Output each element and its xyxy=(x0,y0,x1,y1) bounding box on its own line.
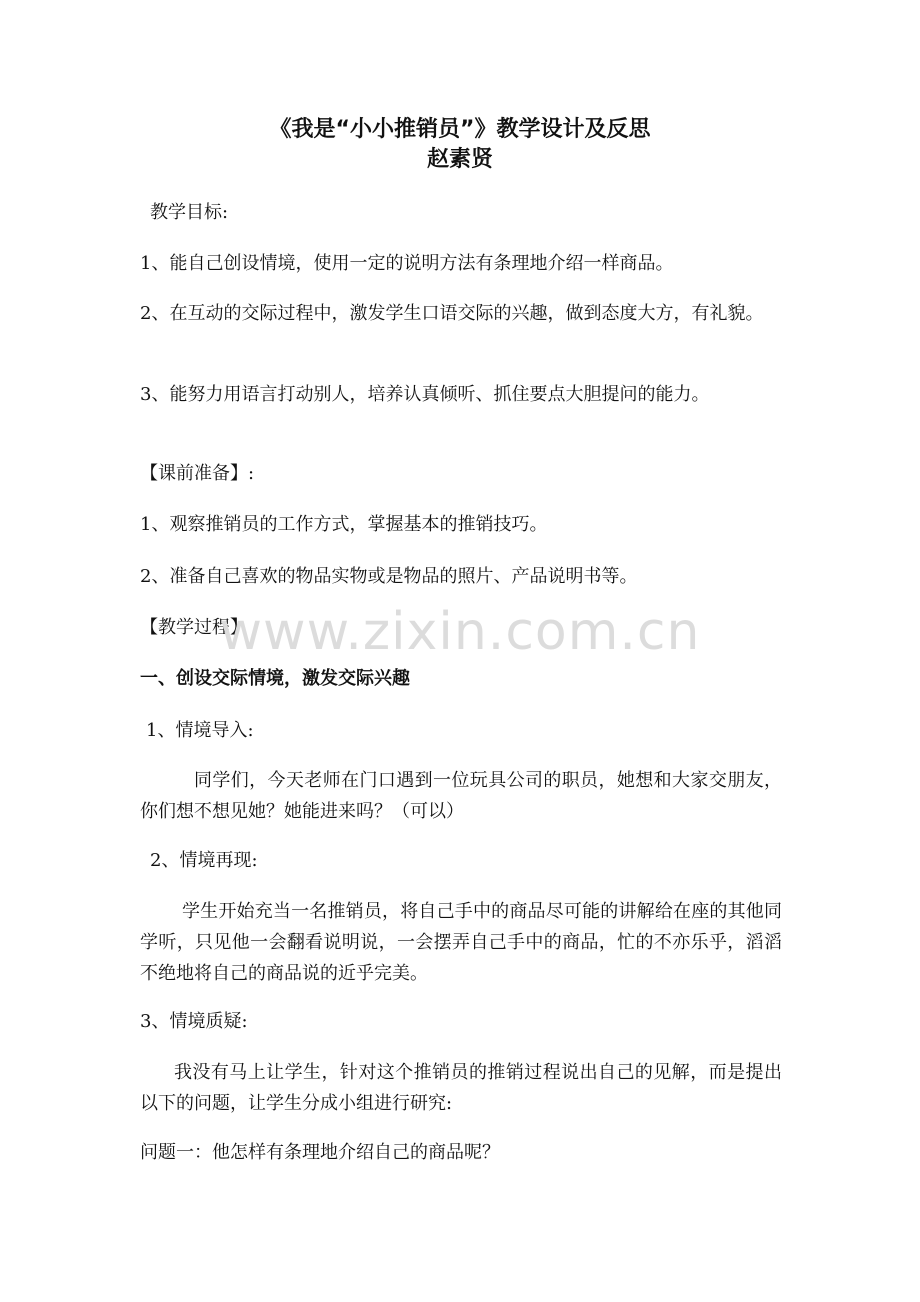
prep-item: 2、准备自己喜欢的物品实物或是物品的照片、产品说明书等。 xyxy=(140,566,638,587)
document-title: 《我是“小小推销员”》教学设计及反思 xyxy=(269,117,651,142)
prep-heading: 【课前准备】: xyxy=(140,463,255,484)
objectives-heading: 教学目标: xyxy=(150,202,229,223)
step-paragraph: 我没有马上让学生，针对这个推销员的推销过程说出自己的见解，而是提出以下的问题，让学生分成小组进行研究: xyxy=(140,1062,782,1114)
watermark: www.zixin.com.cn xyxy=(219,602,701,662)
step-paragraph: 学生开始充当一名推销员，将自己手中的商品尽可能的讲解给在座的其他同学听，只见他一会翻看说明说，一会摆弄自己手中的商品，忙的不亦乐乎，滔滔不绝地将自己的商品说的近乎完美。 xyxy=(140,901,782,984)
prep-item: 1、观察推销员的工作方式，掌握基本的推销技巧。 xyxy=(140,514,548,535)
process-heading: 【教学过程】 xyxy=(140,617,248,638)
step-heading: 2、情境再现: xyxy=(150,850,258,871)
section-heading: 一、创设交际情境，激发交际兴趣 xyxy=(140,668,410,689)
document-author: 赵素贤 xyxy=(426,147,493,172)
step-paragraph: 同学们，今天老师在门口遇到一位玩具公司的职员，她想和大家交朋友，你们想不想见她？她能进来吗？（可以） xyxy=(140,770,782,822)
question-item: 问题一：他怎样有条理地介绍自己的商品呢？ xyxy=(140,1142,500,1163)
step-heading: 1、情境导入: xyxy=(146,720,254,741)
objective-item: 2、在互动的交际过程中，激发学生口语交际的兴趣，做到态度大方，有礼貌。 xyxy=(140,303,764,324)
step-heading: 3、情境质疑: xyxy=(140,1011,248,1032)
objective-item: 1、能自己创设情境，使用一定的说明方法有条理地介绍一样商品。 xyxy=(140,253,674,274)
objective-item: 3、能努力用语言打动别人，培养认真倾听、抓住要点大胆提问的能力。 xyxy=(140,384,710,405)
